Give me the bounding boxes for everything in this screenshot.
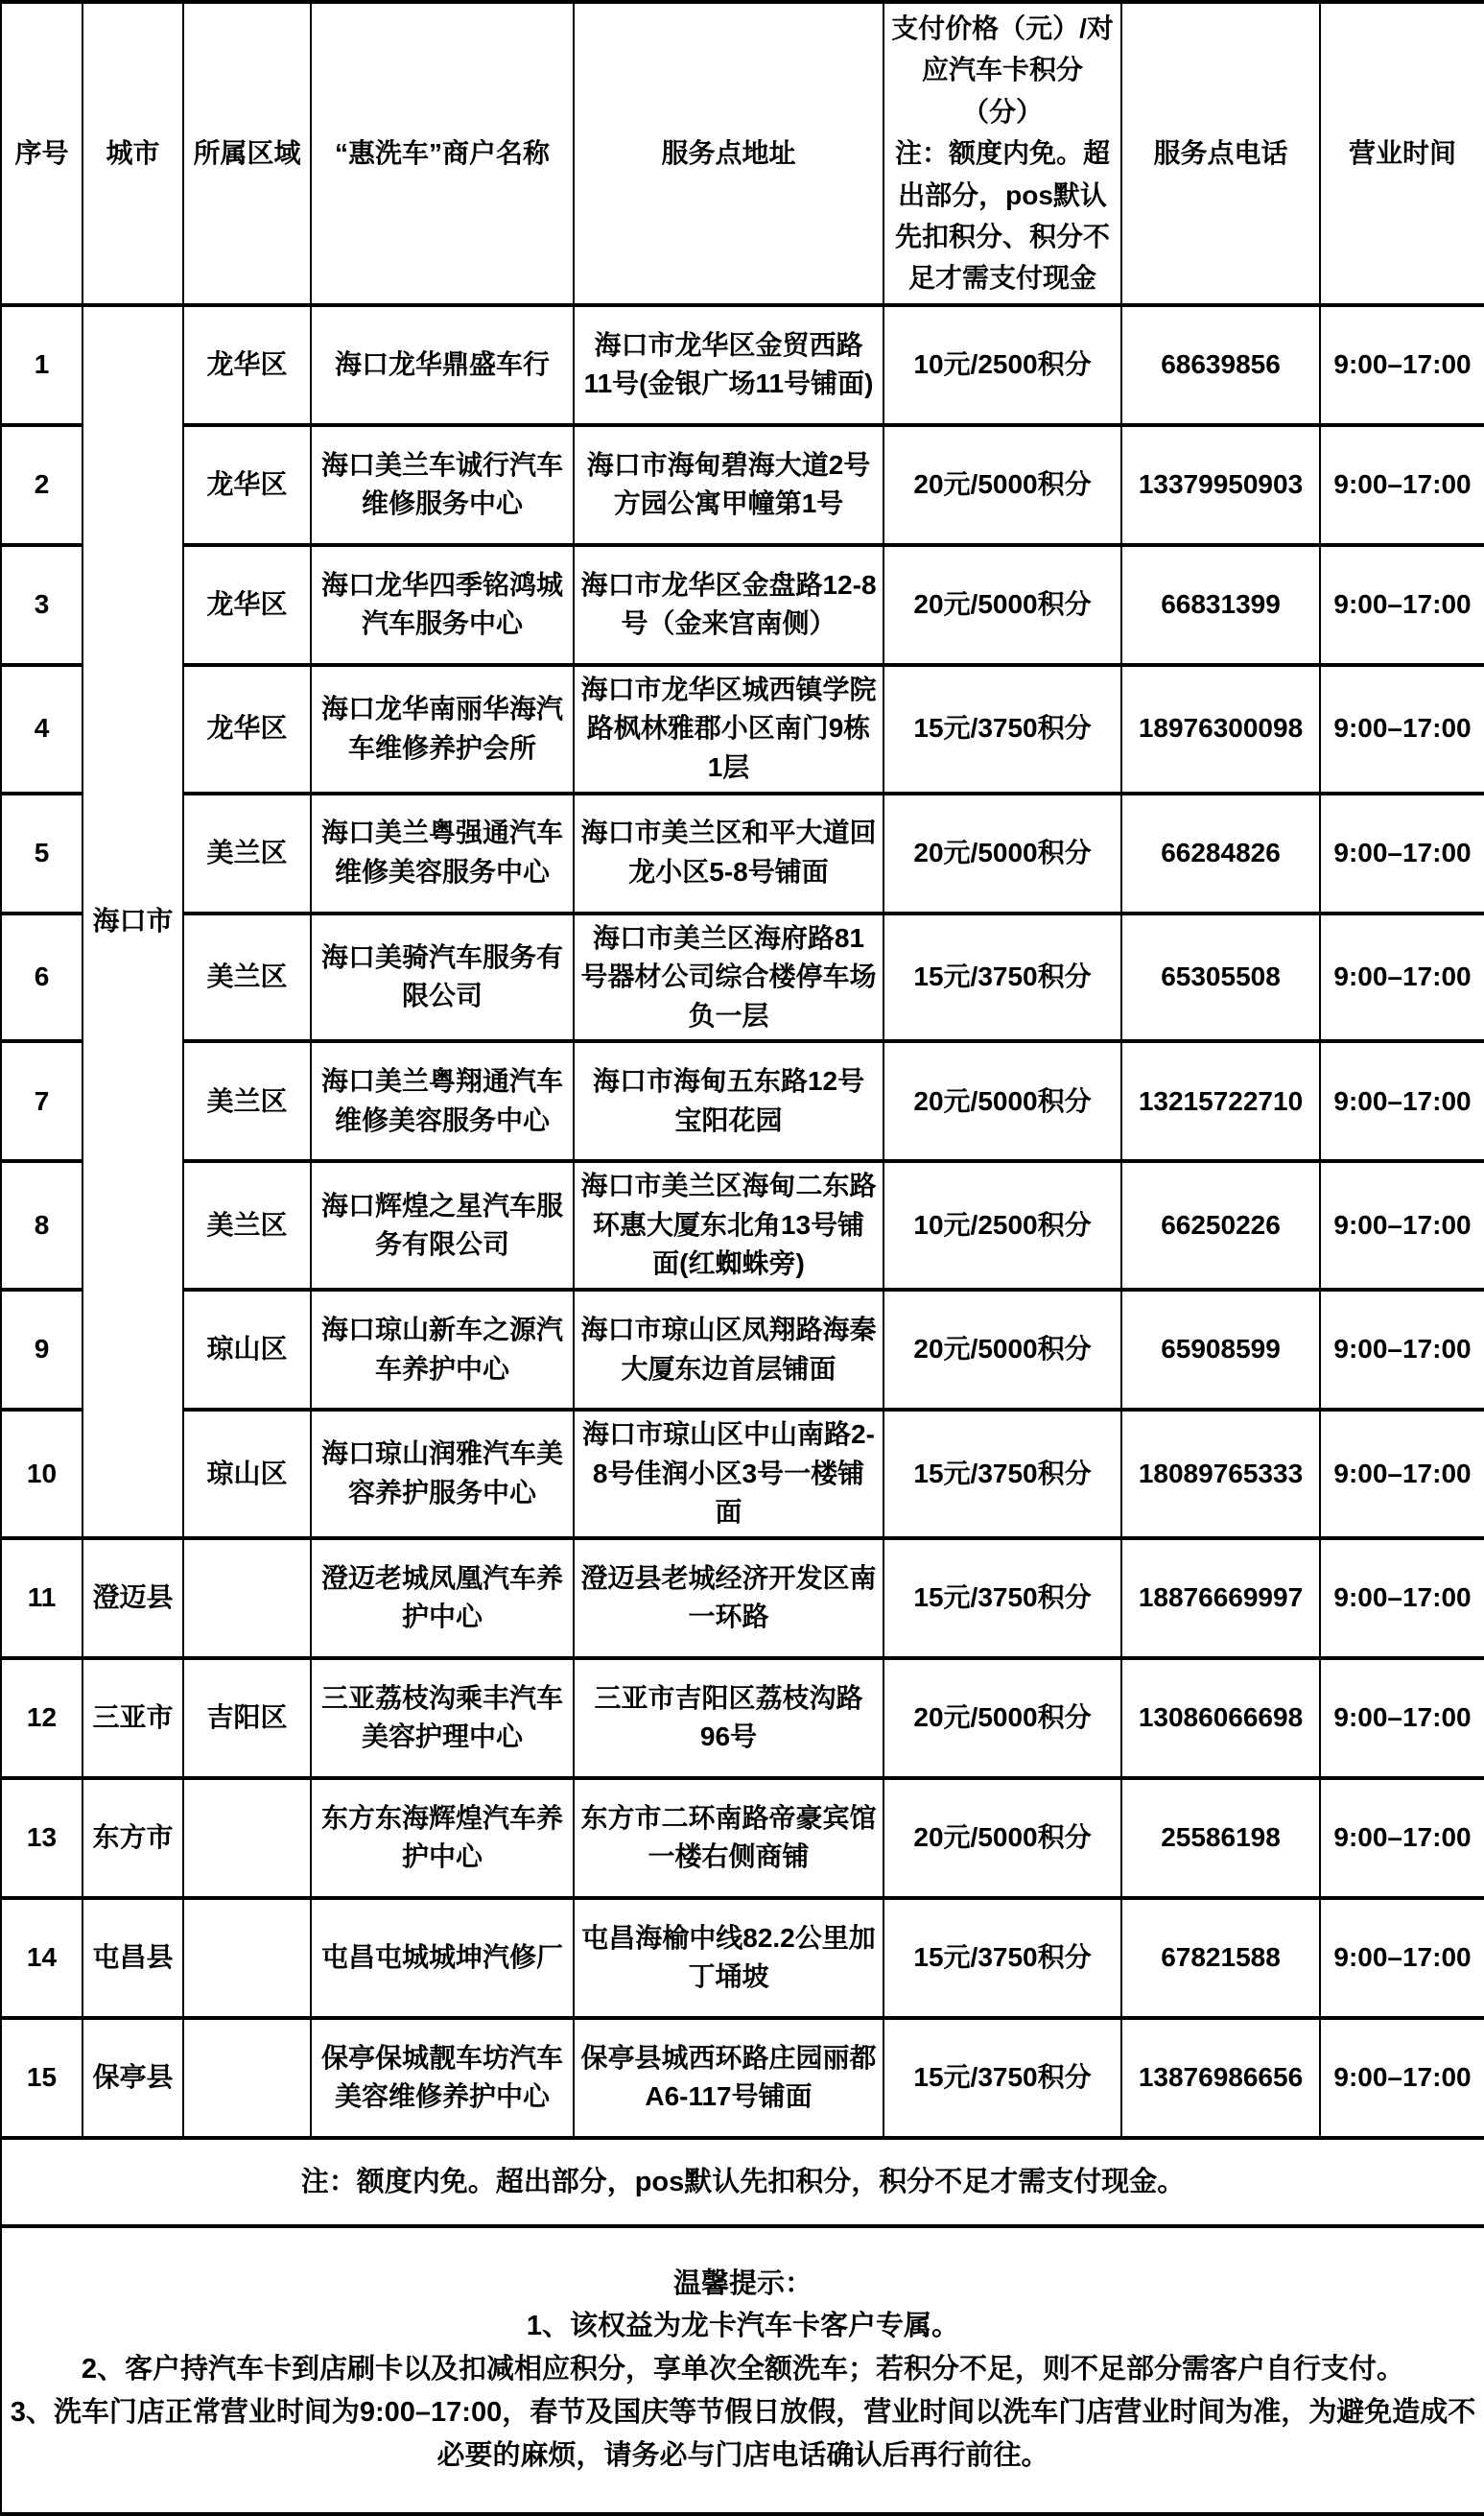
cell-merchant: 澄迈老城凤凰汽车养护中心 [311,1538,574,1658]
cell-phone: 13876986656 [1121,2018,1320,2138]
cell-district: 龙华区 [183,425,311,545]
table-row [1,794,1484,914]
cell-address: 海口市龙华区城西镇学院路枫林雅郡小区南门9栋1层 [574,665,883,794]
cell-phone: 68639856 [1121,305,1320,425]
cell-phone: 67821588 [1121,1898,1320,2018]
cell-hours: 9:00–17:00 [1320,1290,1484,1410]
cell-merchant: 海口琼山新车之源汽车养护中心 [311,1290,574,1410]
cell-phone: 66831399 [1121,545,1320,665]
cell-phone: 13086066698 [1121,1658,1320,1778]
cell-merchant: 三亚荔枝沟乘丰汽车美容护理中心 [311,1658,574,1778]
cell-hours: 9:00–17:00 [1320,425,1484,545]
cell-address: 保亭县城西环路庄园丽都A6-117号铺面 [574,2018,883,2138]
cell-seq: 10 [1,1410,82,1538]
cell-city: 海口市 [82,305,183,1538]
cell-seq: 3 [1,545,82,665]
cell-hours: 9:00–17:00 [1320,545,1484,665]
cell-district: 龙华区 [183,665,311,794]
col-header-address: 服务点地址 [574,2,883,305]
cell-city: 澄迈县 [82,1538,183,1658]
cell-address: 海口市美兰区海府路81号器材公司综合楼停车场负一层 [574,914,883,1042]
cell-district: 吉阳区 [183,1658,311,1778]
cell-merchant: 海口龙华鼎盛车行 [311,305,574,425]
price-header-note: 注：额度内免。超出部分，pos默认先扣积分、积分不足才需支付现金 [894,138,1110,294]
table-row [1,1041,1484,1161]
price-header-label: 支付价格（元）/对应汽车卡积分（分） [891,13,1114,127]
cell-hours: 9:00–17:00 [1320,1410,1484,1538]
cell-district [183,2018,311,2138]
cell-hours: 9:00–17:00 [1320,1161,1484,1290]
cell-seq: 9 [1,1290,82,1410]
table-row [1,1778,1484,1898]
cell-phone: 18976300098 [1121,665,1320,794]
cell-district [183,1538,311,1658]
cell-price: 15元/3750积分 [883,1538,1121,1658]
cell-hours: 9:00–17:00 [1320,1778,1484,1898]
col-header-price [883,2,1121,305]
cell-price: 20元/5000积分 [883,1778,1121,1898]
cell-district: 美兰区 [183,1161,311,1290]
cell-merchant: 海口美骑汽车服务有限公司 [311,914,574,1042]
cell-price: 20元/5000积分 [883,1041,1121,1161]
tips-row [1,2226,1484,2514]
cell-address: 海口市琼山区凤翔路海秦大厦东边首层铺面 [574,1290,883,1410]
cell-phone: 66250226 [1121,1161,1320,1290]
cell-price: 20元/5000积分 [883,1290,1121,1410]
tips-item-2: 2、客户持汽车卡到店刷卡以及扣减相应积分，享单次全额洗车；若积分不足，则不足部分需客户自行支付。 [81,2354,1405,2385]
cell-seq: 8 [1,1161,82,1290]
cell-district: 美兰区 [183,914,311,1042]
cell-phone: 25586198 [1121,1778,1320,1898]
cell-seq: 15 [1,2018,82,2138]
cell-price: 15元/3750积分 [883,1410,1121,1538]
cell-hours: 9:00–17:00 [1320,794,1484,914]
cell-price: 15元/3750积分 [883,914,1121,1042]
cell-seq: 6 [1,914,82,1042]
col-header-phone: 服务点电话 [1121,2,1320,305]
cell-address: 海口市海甸碧海大道2号方园公寓甲幢第1号 [574,425,883,545]
cell-district: 龙华区 [183,545,311,665]
cell-merchant: 海口龙华南丽华海汽车维修养护会所 [311,665,574,794]
note-text: 注：额度内免。超出部分，pos默认先扣积分，积分不足才需支付现金。 [1,2138,1484,2226]
cell-phone: 66284826 [1121,794,1320,914]
cell-merchant: 海口龙华四季铭鸿城汽车服务中心 [311,545,574,665]
table-header-row [1,2,1484,305]
cell-address: 海口市美兰区和平大道回龙小区5-8号铺面 [574,794,883,914]
cell-address: 澄迈县老城经济开发区南一环路 [574,1538,883,1658]
cell-city: 东方市 [82,1778,183,1898]
tips-title: 温馨提示： [672,2267,813,2299]
cell-district: 琼山区 [183,1290,311,1410]
table-row [1,1410,1484,1538]
tips-cell [1,2226,1484,2514]
cell-seq: 7 [1,1041,82,1161]
cell-price: 10元/2500积分 [883,305,1121,425]
cell-district: 美兰区 [183,794,311,914]
col-header-seq: 序号 [1,2,82,305]
cell-address: 三亚市吉阳区荔枝沟路96号 [574,1658,883,1778]
cell-district [183,1778,311,1898]
cell-city: 屯昌县 [82,1898,183,2018]
col-header-merchant: “惠洗车”商户名称 [311,2,574,305]
note-row [1,2138,1484,2226]
cell-hours: 9:00–17:00 [1320,1538,1484,1658]
cell-phone: 18089765333 [1121,1410,1320,1538]
cell-district: 琼山区 [183,1410,311,1538]
table-row [1,665,1484,794]
table-row [1,2018,1484,2138]
cell-hours: 9:00–17:00 [1320,305,1484,425]
cell-seq: 2 [1,425,82,545]
cell-address: 海口市琼山区中山南路2-8号佳润小区3号一楼铺面 [574,1410,883,1538]
cell-seq: 5 [1,794,82,914]
cell-phone: 13215722710 [1121,1041,1320,1161]
cell-merchant: 保亭保城靓车坊汽车美容维修养护中心 [311,2018,574,2138]
cell-price: 15元/3750积分 [883,1898,1121,2018]
tips-item-1: 1、该权益为龙卡汽车卡客户专属。 [526,2311,960,2342]
cell-price: 20元/5000积分 [883,794,1121,914]
table-row [1,1290,1484,1410]
cell-merchant: 海口美兰车诚行汽车维修服务中心 [311,425,574,545]
table-row [1,1161,1484,1290]
cell-hours: 9:00–17:00 [1320,1041,1484,1161]
table-row [1,1898,1484,2018]
cell-price: 20元/5000积分 [883,425,1121,545]
cell-merchant: 海口琼山润雅汽车美容养护服务中心 [311,1410,574,1538]
cell-district: 龙华区 [183,305,311,425]
cell-hours: 9:00–17:00 [1320,665,1484,794]
cell-city: 三亚市 [82,1658,183,1778]
cell-hours: 9:00–17:00 [1320,1658,1484,1778]
cell-phone: 65908599 [1121,1290,1320,1410]
cell-phone: 65305508 [1121,914,1320,1042]
col-header-district: 所属区域 [183,2,311,305]
col-header-city: 城市 [82,2,183,305]
table-row [1,914,1484,1042]
cell-seq: 13 [1,1778,82,1898]
cell-city: 保亭县 [82,2018,183,2138]
cell-merchant: 海口美兰粤强通汽车维修美容服务中心 [311,794,574,914]
cell-merchant: 东方东海辉煌汽车养护中心 [311,1778,574,1898]
cell-seq: 14 [1,1898,82,2018]
tips-item-3: 3、洗车门店正常营业时间为9:00–17:00，春节及国庆等节假日放假，营业时间以洗车门店营业时间为准，为避免造成不必要的麻烦，请务必与门店电话确认后再行前往。 [10,2397,1476,2472]
cell-phone: 18876669997 [1121,1538,1320,1658]
table-row [1,305,1484,425]
cell-seq: 4 [1,665,82,794]
cell-seq: 12 [1,1658,82,1778]
cell-price: 20元/5000积分 [883,545,1121,665]
table-row [1,545,1484,665]
cell-seq: 1 [1,305,82,425]
table-row [1,425,1484,545]
cell-phone: 13379950903 [1121,425,1320,545]
cell-price: 20元/5000积分 [883,1658,1121,1778]
cell-district: 美兰区 [183,1041,311,1161]
cell-address: 海口市龙华区金盘路12-8号（金来宫南侧） [574,545,883,665]
cell-district [183,1898,311,2018]
cell-price: 10元/2500积分 [883,1161,1121,1290]
table-row [1,1658,1484,1778]
cell-address: 海口市美兰区海甸二东路环惠大厦东北角13号铺面(红蜘蛛旁) [574,1161,883,1290]
cell-address: 东方市二环南路帝豪宾馆一楼右侧商铺 [574,1778,883,1898]
cell-merchant: 海口美兰粤翔通汽车维修美容服务中心 [311,1041,574,1161]
cell-seq: 11 [1,1538,82,1658]
cell-price: 15元/3750积分 [883,665,1121,794]
cell-address: 屯昌海榆中线82.2公里加丁埇坡 [574,1898,883,2018]
cell-hours: 9:00–17:00 [1320,1898,1484,2018]
col-header-hours: 营业时间 [1320,2,1484,305]
table-row [1,1538,1484,1658]
cell-price: 15元/3750积分 [883,2018,1121,2138]
cell-address: 海口市海甸五东路12号宝阳花园 [574,1041,883,1161]
cell-hours: 9:00–17:00 [1320,914,1484,1042]
cell-address: 海口市龙华区金贸西路11号(金银广场11号铺面) [574,305,883,425]
cell-hours: 9:00–17:00 [1320,2018,1484,2138]
cell-merchant: 屯昌屯城城坤汽修厂 [311,1898,574,2018]
cell-merchant: 海口辉煌之星汽车服务有限公司 [311,1161,574,1290]
